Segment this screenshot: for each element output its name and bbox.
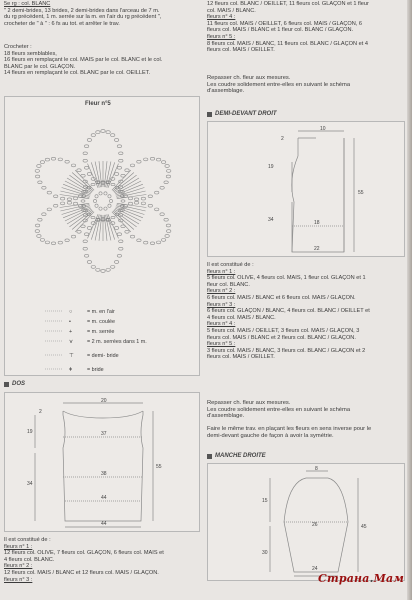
text-line: Les coudre solidement entre-elles en suivant le schéma <box>207 406 351 413</box>
flower-stitch-mark <box>141 202 145 205</box>
flower-stitch-mark <box>119 240 123 243</box>
flower-stitch-mark <box>84 233 88 236</box>
flower-stitch-mark <box>60 197 64 200</box>
flower-stitch-mark <box>67 198 71 201</box>
text-line: Il est constitué de : <box>207 262 254 268</box>
text-line: d'assemblage. <box>207 413 245 420</box>
flower-stitch-mark <box>87 261 91 264</box>
dos-dim-w1: 37 <box>101 431 107 437</box>
flower-stitch-mark <box>156 158 160 161</box>
flower-stitch-mark <box>108 204 111 207</box>
flower-stitch-mark <box>155 191 159 194</box>
text-line: 5 fleurs col. OLIVE, 4 fleurs col. MAÏS, 1 fleur col. GLAÇON et 1 <box>207 275 366 282</box>
flower-stitch-mark <box>117 233 121 236</box>
flower-stitch-mark <box>161 161 165 164</box>
flower-stitch-mark <box>99 207 102 210</box>
flower-stitch-mark <box>58 241 62 244</box>
flower-stitch-mark <box>111 266 115 269</box>
manche-dim-h2: 30 <box>262 550 268 556</box>
flower-stitch-mark <box>96 269 100 272</box>
legend-text: = 2 m. serrées dans 1 m. <box>87 339 147 345</box>
manche-dim-top: 8 <box>315 466 318 472</box>
flower-stitch-mark <box>111 183 115 185</box>
flower-stitch-mark <box>121 200 125 202</box>
flower-stitch-mark <box>137 160 141 163</box>
demi-heading: DEMI-DEVANT DROIT <box>207 111 277 118</box>
flower-stitch-mark <box>130 235 134 238</box>
manche-dim-w1: 26 <box>312 522 318 528</box>
text-line: 5e rg : col. BLANC <box>4 1 51 7</box>
flower-stitch-mark <box>160 186 164 189</box>
flower-stitch-mark <box>111 216 115 218</box>
flower-stitch-mark <box>165 235 169 238</box>
flower-stitch-mark <box>144 158 148 161</box>
dos-diagram-box <box>4 392 200 532</box>
flower-stitch-mark <box>71 235 75 238</box>
manche-heading: MANCHE DROITE <box>207 453 266 460</box>
demi-dim-total: 55 <box>358 190 364 196</box>
text-line: Les coudre solidement entre-elles en suivant le schéma <box>207 81 351 88</box>
flower-stitch-mark <box>69 210 92 227</box>
text-line: 6 fleurs col. MAÏS / BLANC et 6 fleurs col. MAÏS / GLAÇON. <box>207 294 356 301</box>
demi-dim-neck: 2 <box>281 136 284 142</box>
flower-stitch-mark <box>114 175 137 192</box>
text-line: " 2 demi-brides, 13 brides, 2 demi-brides dans l'arceau de 7 m. <box>4 7 160 14</box>
text-line: Il est constitué de : <box>4 537 51 543</box>
manche-dim-h1: 15 <box>262 498 268 504</box>
demi-composition <box>207 262 370 361</box>
flower-stitch-mark <box>106 269 110 272</box>
manche-dim-total: 45 <box>361 524 367 530</box>
flower-stitch-mark <box>38 218 42 221</box>
intro-text <box>4 1 161 27</box>
site-watermark: Страна.Мам <box>318 572 404 585</box>
text-line: 16 fleurs en remplaçant le col. MAÏS par le col. BLANC et le col. <box>4 57 163 64</box>
text-line: fleur col. BLANC. <box>207 281 250 288</box>
flower-stitch-mark <box>164 181 168 184</box>
flower-stitch-mark <box>54 204 58 207</box>
flower-stitch-mark <box>160 213 164 216</box>
text-line: fleurs n° 2 : <box>207 288 236 295</box>
text-line: fleurs col. MAÏS / BLANC et 1 fleur col. BLANC / GLAÇON. <box>207 27 354 34</box>
flower-stitch-mark <box>114 261 118 264</box>
flower-stitch-mark <box>117 145 121 148</box>
flower-stitch-mark <box>99 192 102 195</box>
text-line: fleurs n° 4 : <box>207 321 236 328</box>
demi-dim-w1: 18 <box>314 220 320 226</box>
text-line: 12 fleurs col. MAÏS / BLANC et 12 fleurs col. MAÏS / GLAÇON. <box>4 569 159 576</box>
flower-stitch-mark <box>95 204 98 207</box>
text-line: Faire le même trav. en plaçant les fleurs en sens inverse pour le <box>207 426 372 433</box>
text-line: 12 fleurs col. OLIVE, 7 fleurs col. GLAÇON, 6 fleurs col. MAÏS et <box>4 550 164 557</box>
flower-stitch-mark <box>91 183 95 185</box>
legend-text: = m. coulée <box>87 319 116 325</box>
dos-dim-bottom: 44 <box>101 521 107 527</box>
text-line: demi-devant gauche de façon à avoir la symétrie. <box>207 432 334 439</box>
flower-stitch-mark <box>116 188 144 197</box>
section-square-icon <box>207 112 212 117</box>
text-line: 8 fleurs col. MAÏS / BLANC, 11 fleurs col. BLANC / GLAÇON et 4 <box>207 40 368 47</box>
manche-diagram-box <box>207 463 405 585</box>
flower-stitch-mark <box>35 175 39 178</box>
demi-dim-h1: 19 <box>268 164 274 170</box>
text-line: fleurs col. MAÏS / OEILLET. <box>207 47 275 54</box>
dos-dim-neck: 2 <box>39 409 42 415</box>
flower-stitch-mark <box>91 134 95 137</box>
text-line <box>207 420 371 427</box>
flower-stitch-mark <box>51 157 55 160</box>
flower-stitch-mark <box>84 254 88 257</box>
flower-stitch-mark <box>37 165 41 168</box>
legend-symbol: ǂ <box>69 367 73 373</box>
dos-dim-w2: 38 <box>101 471 107 477</box>
text-line: d'assemblage. <box>207 88 245 95</box>
flower-stitch-mark <box>156 241 160 244</box>
flower-stitch-mark <box>114 210 137 227</box>
flower-title: Fleur n°5 <box>85 101 111 107</box>
text-line: Crocheter : <box>4 44 32 50</box>
flower-stitch-mark <box>37 235 41 238</box>
flower-stitch-mark <box>111 134 115 137</box>
text-line: fleurs n° 1 : <box>207 268 236 275</box>
flower-stitch-mark <box>116 206 144 215</box>
flower-stitch-mark <box>83 152 87 155</box>
text-line: fleurs col. MAÏS / BLANC et 2 fleurs col. BLANC / GLAÇON. <box>207 334 356 341</box>
text-line: 18 fleurs semblables, <box>4 50 57 57</box>
demi-dim-h2: 34 <box>268 217 274 223</box>
flower-stitch-mark <box>128 197 132 200</box>
flower-stitch-mark <box>101 130 105 133</box>
flower-stitch-mark <box>77 230 81 233</box>
flower-stitch-mark <box>42 186 46 189</box>
flower-stitch-mark <box>96 131 100 134</box>
text-line: 4 fleurs col. BLANC. <box>4 556 55 563</box>
dos-dim-total: 55 <box>156 464 162 470</box>
flower-stitch-mark <box>45 158 49 161</box>
flower-stitch-mark <box>84 166 88 169</box>
flower-diagram-box <box>4 96 200 376</box>
flower-stitch-mark <box>81 200 85 202</box>
dos-composition <box>4 537 164 583</box>
flower-stitch-mark <box>35 170 39 173</box>
flower-stitch-mark <box>69 175 92 192</box>
flower-stitch-mark <box>165 165 169 168</box>
flower-stitch-mark <box>125 230 129 233</box>
flower-stitch-mark <box>114 173 118 176</box>
flower-stitch-mark <box>114 227 118 230</box>
dos-heading: DOS <box>4 381 25 388</box>
text-line: fleurs n° 5 : <box>207 341 236 348</box>
right-repasser-text <box>207 75 350 95</box>
flower-stitch-mark <box>114 139 118 142</box>
text-line: fleurs n° 1 : <box>4 543 33 550</box>
legend-text: = m. en l'air <box>87 309 115 315</box>
flower-stitch-mark <box>38 181 42 184</box>
text-line: 11 fleurs col. MAÏS / OEILLET, 6 fleurs col. MAÏS / GLAÇON, 6 <box>207 20 363 27</box>
flower-stitch-mark <box>134 198 138 201</box>
flower-stitch-mark <box>65 239 69 242</box>
flower-stitch-mark <box>101 270 105 273</box>
flower-stitch-mark <box>47 191 51 194</box>
text-line: 5 fleurs col. MAÏS / OEILLET, 3 fleurs col. MAÏS / GLAÇON, 3 <box>207 327 360 334</box>
flower-stitch-mark <box>54 195 58 198</box>
text-line: du rg précédent, 1 m. serrée sur la m. en l'air du rg précédent ", <box>4 14 162 21</box>
page-fold-shadow <box>407 0 412 600</box>
flower-stitch-mark <box>60 202 64 205</box>
flower-stitch-mark <box>93 199 96 202</box>
flower-stitch-mark <box>144 241 148 244</box>
text-line: Repasser ch. fleur aux mesures. <box>207 75 291 81</box>
dos-dim-h1: 19 <box>27 429 33 435</box>
flower-stitch-mark <box>150 242 154 245</box>
flower-stitch-mark <box>47 208 51 211</box>
flower-stitch-mark <box>40 161 44 164</box>
flower-stitch-mark <box>148 204 152 207</box>
flower-chart <box>5 97 201 297</box>
flower-stitch-mark <box>164 218 168 221</box>
flower-stitch-mark <box>117 166 121 169</box>
flower-stitch-mark <box>104 207 107 210</box>
dos-schematic <box>5 393 201 533</box>
legend-symbol: • <box>69 319 71 325</box>
flower-stitch-mark <box>83 159 87 162</box>
flower-stitch-mark <box>128 202 132 205</box>
flower-stitch-mark <box>119 247 123 250</box>
flower-stitch-mark <box>35 230 39 233</box>
flower-stitch-mark <box>141 197 145 200</box>
section-square-icon <box>207 454 212 459</box>
flower-stitch-mark <box>91 216 95 218</box>
dos-dim-h2: 34 <box>27 481 33 487</box>
legend-text: = demi- bride <box>87 353 119 359</box>
flower-stitch-mark <box>45 241 49 244</box>
flower-stitch-mark <box>84 145 88 148</box>
flower-stitch-mark <box>91 266 95 269</box>
flower-stitch-mark <box>40 239 44 242</box>
text-line: fleurs n° 4 : <box>207 14 236 21</box>
flower-stitch-mark <box>161 239 165 242</box>
legend-symbol: ⋎ <box>69 339 73 345</box>
section-square-icon <box>4 382 9 387</box>
demi-dim-top: 10 <box>320 126 326 132</box>
assembly-text <box>207 400 371 440</box>
flower-stitch-mark <box>42 213 46 216</box>
dos-dim-top: 20 <box>101 398 107 404</box>
flower-stitch-mark <box>150 157 154 160</box>
flower-stitch-mark <box>58 158 62 161</box>
text-line: fleurs n° 3 : <box>4 576 33 583</box>
flower-stitch-mark <box>51 242 55 245</box>
flower-stitch-mark <box>67 201 71 204</box>
flower-stitch-mark <box>134 201 138 204</box>
flower-stitch-mark <box>166 175 170 178</box>
flower-stitch-mark <box>155 208 159 211</box>
legend-symbol: ○ <box>69 309 73 315</box>
manche-dim-bottom: 24 <box>312 566 318 572</box>
flower-stitch-mark <box>62 188 90 197</box>
demi-schematic <box>208 122 406 258</box>
flower-stitch-mark <box>109 199 112 202</box>
flower-stitch-mark <box>83 247 87 250</box>
demi-diagram-box <box>207 121 405 257</box>
flower-stitch-mark <box>87 227 91 230</box>
text-line: BLANC par le col. GLAÇON. <box>4 63 76 70</box>
text-line: fleurs n° 2 : <box>4 563 33 570</box>
demi-dim-bottom: 22 <box>314 246 320 252</box>
text-line: 12 fleurs col. BLANC / OEILLET, 11 fleurs col. GLAÇON et 1 fleur <box>207 1 369 7</box>
legend-symbol: + <box>69 329 73 335</box>
flower-stitch-mark <box>167 170 171 173</box>
flower-stitch-mark <box>62 206 90 215</box>
text-line: Repasser ch. fleur aux mesures. <box>207 400 291 406</box>
text-line: 6 fleurs col. GLAÇON / BLANC, 4 fleurs col. BLANC / OEILLET et <box>207 308 370 315</box>
text-line: 3 fleurs col. MAÏS / BLANC, 3 fleurs col. BLANC / GLAÇON et 2 <box>207 347 366 354</box>
flower-stitch-mark <box>87 139 91 142</box>
flower-stitch-mark <box>119 159 123 162</box>
flower-stitch-mark <box>137 239 141 242</box>
flower-stitch-mark <box>166 224 170 227</box>
flower-stitch-mark <box>73 197 77 200</box>
text-line: fleurs col. MAÏS / OEILLET. <box>207 354 275 361</box>
flower-stitch-mark <box>119 152 123 155</box>
flower-stitch-mark <box>108 195 111 198</box>
text-line: fleurs n° 3 : <box>207 301 236 308</box>
legend-symbol: ⊤ <box>69 353 74 359</box>
flower-stitch-mark <box>71 164 75 167</box>
flower-stitch-mark <box>35 224 39 227</box>
flower-stitch-mark <box>125 169 129 172</box>
flower-stitch-mark <box>87 173 91 176</box>
manche-schematic <box>208 464 406 585</box>
flower-stitch-mark <box>167 230 171 233</box>
crochet-instructions <box>4 44 162 77</box>
flower-stitch-mark <box>65 160 69 163</box>
text-line: fleurs n° 5 : <box>207 33 236 40</box>
flower-stitch-mark <box>117 254 121 257</box>
flower-stitch-mark <box>130 164 134 167</box>
flower-stitch-mark <box>95 195 98 198</box>
text-line: crocheter de " à " : 6 fs au tot. et arrêter le trav. <box>4 20 120 27</box>
flower-stitch-mark <box>148 195 152 198</box>
text-line: col. MAÏS / BLANC. <box>207 7 256 14</box>
dos-dim-w3: 44 <box>101 495 107 501</box>
right-top-text <box>207 1 369 54</box>
flower-stitch-mark <box>83 240 87 243</box>
flower-stitch-mark <box>104 192 107 195</box>
legend-text: = bride <box>87 367 104 373</box>
text-line: 4 fleurs col. MAÏS / BLANC. <box>207 314 276 321</box>
flower-stitch-mark <box>73 202 77 205</box>
flower-stitch-mark <box>106 131 110 134</box>
text-line: 14 fleurs en remplaçant le col. BLANC par le col. OEILLET. <box>4 70 151 77</box>
legend-text: = m. serrée <box>87 329 115 335</box>
flower-stitch-mark <box>77 169 81 172</box>
